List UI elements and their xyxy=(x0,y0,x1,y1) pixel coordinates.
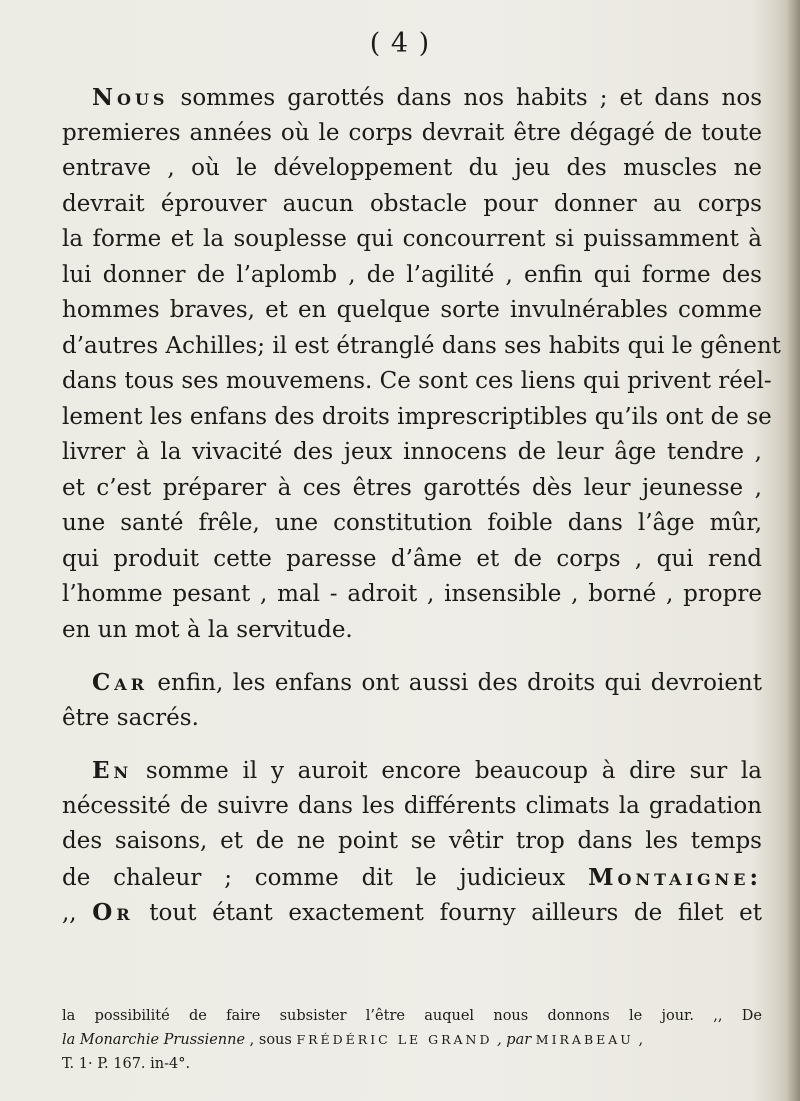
text-line: l’homme pesant , mal - adroit , insensible , borné , propre xyxy=(62,581,762,607)
page-number: ( 4 ) xyxy=(369,28,431,59)
footnote-text: , xyxy=(633,1032,644,1048)
footnote-line: T. 1· P. 167. in-4°. xyxy=(62,1056,191,1072)
footnote-text: , sous xyxy=(245,1032,297,1048)
text-line: être sacrés. xyxy=(62,704,199,731)
book-title: la Monarchie Prussienne xyxy=(62,1032,246,1048)
quote-mark: ,, xyxy=(62,900,93,926)
text-line: hommes braves, et en quelque sorte invulnérables comme xyxy=(62,297,762,323)
text-line xyxy=(62,665,762,701)
paragraph-gap xyxy=(62,648,762,665)
line-text: somme il y auroit encore beaucoup à dire sur la xyxy=(132,758,762,784)
text-line: devrait éprouver aucun obstacle pour donner au corps xyxy=(62,190,762,217)
text-line xyxy=(62,895,762,931)
footnote xyxy=(62,1004,762,1076)
text-line: une santé frêle, une constitution foible dans l’âge mûr, xyxy=(62,510,762,536)
line-text: de chaleur ; comme dit le judicieux xyxy=(62,864,589,891)
author-name: Montaigne: xyxy=(588,863,762,891)
page-edge-shadow xyxy=(786,0,800,1101)
text-line: la forme et la souplesse qui concourrent si puissamment à xyxy=(62,226,762,252)
text-line: livrer à la vivacité des jeux innocens de leur âge tendre , xyxy=(62,439,762,465)
text-line: qui produit cette paresse d’âme et de corps , qui rend xyxy=(62,545,762,572)
text-line: des saisons, et de ne point se vêtir trop dans les temps xyxy=(62,828,762,854)
line-text: enfin, les enfans ont aussi des droits qui devroient xyxy=(148,670,762,696)
footnote-line xyxy=(62,1028,762,1052)
body-text xyxy=(62,80,781,931)
lead-word: En xyxy=(92,757,133,784)
text-line: d’autres Achilles; il est étranglé dans ses habits qui le gênent xyxy=(62,332,781,359)
text-line xyxy=(62,80,762,116)
text-line xyxy=(62,860,762,896)
text-line: lui donner de l’aplomb , de l’agilité , enfin qui forme des xyxy=(62,261,762,288)
text-line xyxy=(62,753,762,789)
lead-word: Or xyxy=(92,899,134,926)
paragraph-gap xyxy=(62,736,762,753)
text-line: premieres années où le corps devrait être dégagé de toute xyxy=(62,119,762,146)
lead-word: Car xyxy=(92,669,149,696)
text-line: et c’est préparer à ces êtres garottés dès leur jeunesse , xyxy=(62,474,762,501)
author-name: FRÉDÉRIC LE GRAND xyxy=(296,1032,493,1047)
lead-word: Nous xyxy=(92,84,169,111)
text-line: en un mot à la servitude. xyxy=(62,616,353,643)
line-text: tout étant exactement fourny ailleurs de filet et xyxy=(133,900,762,926)
text-line: nécessité de suivre dans les différents climats la gradation xyxy=(62,792,762,819)
text-line: dans tous ses mouvemens. Ce sont ces liens qui privent réel- xyxy=(62,368,772,394)
author-name: MIRABEAU xyxy=(535,1032,634,1047)
footnote-line: la possibilité de faire subsister l’être auquel nous donnons le jour. ,, De xyxy=(62,1008,762,1024)
text-line: entrave , où le développement du jeu des muscles ne xyxy=(62,155,762,181)
text-line: lement les enfans des droits imprescriptibles qu’ils ont de se xyxy=(62,403,772,430)
line-text: sommes garottés dans nos habits ; et dans nos xyxy=(168,85,762,111)
footnote-text: , par xyxy=(492,1032,536,1048)
